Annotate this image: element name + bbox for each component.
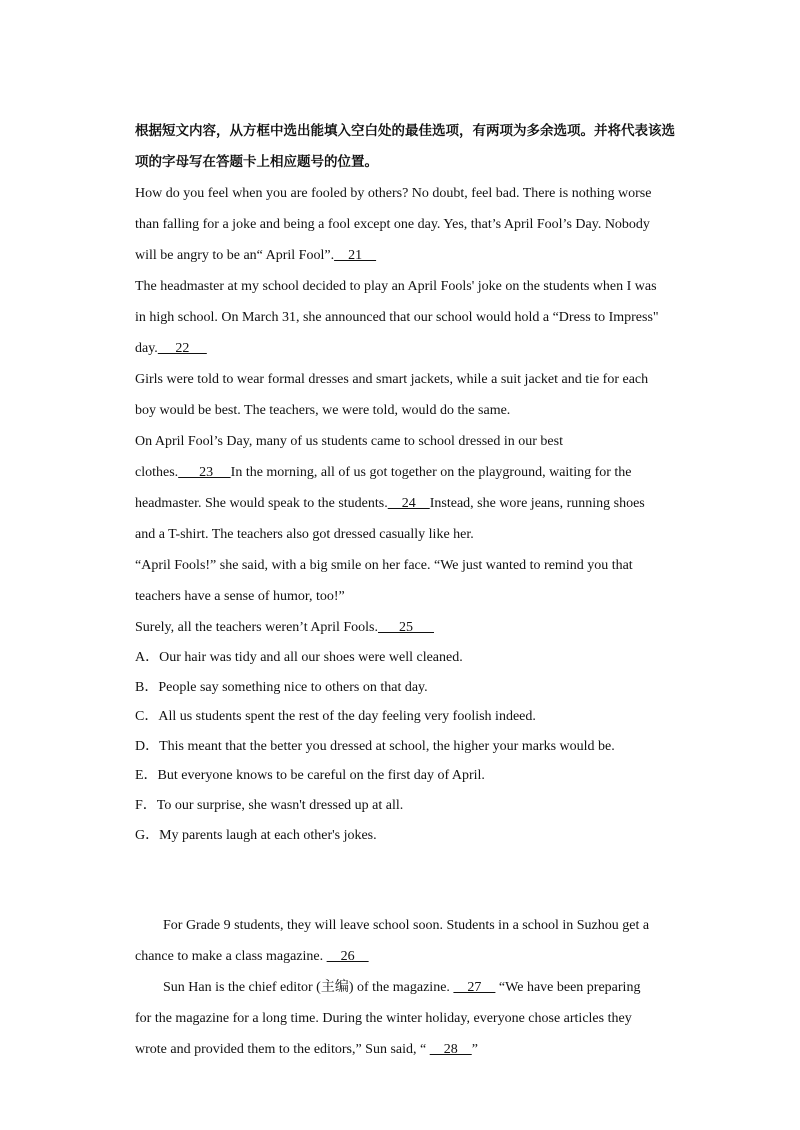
blank-23: 23 xyxy=(178,465,231,480)
passage1-text: Instead, she wore jeans, running shoes xyxy=(429,496,645,511)
passage2-line xyxy=(135,972,675,1003)
passage1-text: headmaster. She would speak to the students. xyxy=(135,496,388,511)
passage1-line: Girls were told to wear formal dresses and smart jackets, while a suit jacket and tie for each xyxy=(135,372,649,387)
passage1-line: boy would be best. The teachers, we were told, would do the same. xyxy=(135,403,511,418)
passage1-text: will be angry to be an“ April Fool”. xyxy=(135,248,335,263)
passage1-line xyxy=(135,612,675,643)
blank-26: 26 xyxy=(326,949,369,965)
passage2-text: Sun Han is the chief editor (主编) of the magazine. xyxy=(163,980,454,996)
blank-27: 27 xyxy=(453,980,496,996)
blank-25: 25 xyxy=(378,620,434,635)
passage2-line: for the magazine for a long time. During the winter holiday, everyone chose articles they xyxy=(135,1011,632,1027)
passage1-line xyxy=(135,457,675,488)
passage1-line: in high school. On March 31, she announced that our school would hold a “Dress to Impress" xyxy=(135,310,659,325)
passage2-line xyxy=(135,1034,675,1065)
passage1-line: The headmaster at my school decided to play an April Fools' joke on the students when I was xyxy=(135,279,657,294)
passage1-text: day. xyxy=(135,341,158,356)
passage1-text: Surely, all the teachers weren’t April Fools. xyxy=(135,620,378,635)
passage2-line xyxy=(135,941,675,972)
passage1-text: clothes. xyxy=(135,465,179,480)
passage1-line xyxy=(135,333,675,364)
passage1-line: than falling for a joke and being a fool except one day. Yes, that’s April Fool’s Day. Nobody xyxy=(135,217,650,232)
passage1-line xyxy=(135,240,675,271)
blank-22: 22 xyxy=(157,341,207,356)
option-d: D．This meant that the better you dressed at school, the higher your marks would be. xyxy=(135,738,615,754)
option-b: B．People say something nice to others on that day. xyxy=(135,679,428,695)
document-page xyxy=(135,116,675,1065)
passage1-line: How do you feel when you are fooled by others? No doubt, feel bad. There is nothing worse xyxy=(135,186,652,201)
instruction-text: 根据短文内容，从方框中选出能填入空白处的最佳选项，有两项为多余选项。并将代表该选项的字母写在答题卡上相应题号的位置。 xyxy=(135,123,675,170)
passage1-line xyxy=(135,488,675,519)
passage2-line: For Grade 9 students, they will leave school soon. Students in a school in Suzhou get a xyxy=(163,918,650,934)
passage2-text: wrote and provided them to the editors,” Sun said, “ xyxy=(135,1042,430,1058)
option-a: A．Our hair was tidy and all our shoes were well cleaned. xyxy=(135,650,463,665)
option-c: C．All us students spent the rest of the day feeling very foolish indeed. xyxy=(135,709,536,725)
section-spacer xyxy=(135,850,675,910)
passage1-line: and a T-shirt. The teachers also got dressed casually like her. xyxy=(135,527,474,542)
passage1-line: “April Fools!” she said, with a big smile on her face. “We just wanted to remind you that xyxy=(135,558,633,573)
blank-28: 28 xyxy=(429,1042,472,1058)
option-f: F．To our surprise, she wasn't dressed up at all. xyxy=(135,797,404,813)
option-g: G．My parents laugh at each other's jokes. xyxy=(135,827,377,843)
passage1-line: teachers have a sense of humor, too!” xyxy=(135,589,345,604)
passage1-line: On April Fool’s Day, many of us students came to school dressed in our best xyxy=(135,434,563,449)
option-e: E．But everyone knows to be careful on the first day of April. xyxy=(135,768,485,784)
passage2-text: chance to make a class magazine. xyxy=(135,949,327,965)
blank-21: 21 xyxy=(334,248,377,263)
passage2-text: “We have been preparing xyxy=(495,980,641,996)
passage2-text: ” xyxy=(471,1042,478,1058)
blank-24: 24 xyxy=(387,496,430,511)
passage1-text: In the morning, all of us got together on the playground, waiting for the xyxy=(230,465,632,480)
